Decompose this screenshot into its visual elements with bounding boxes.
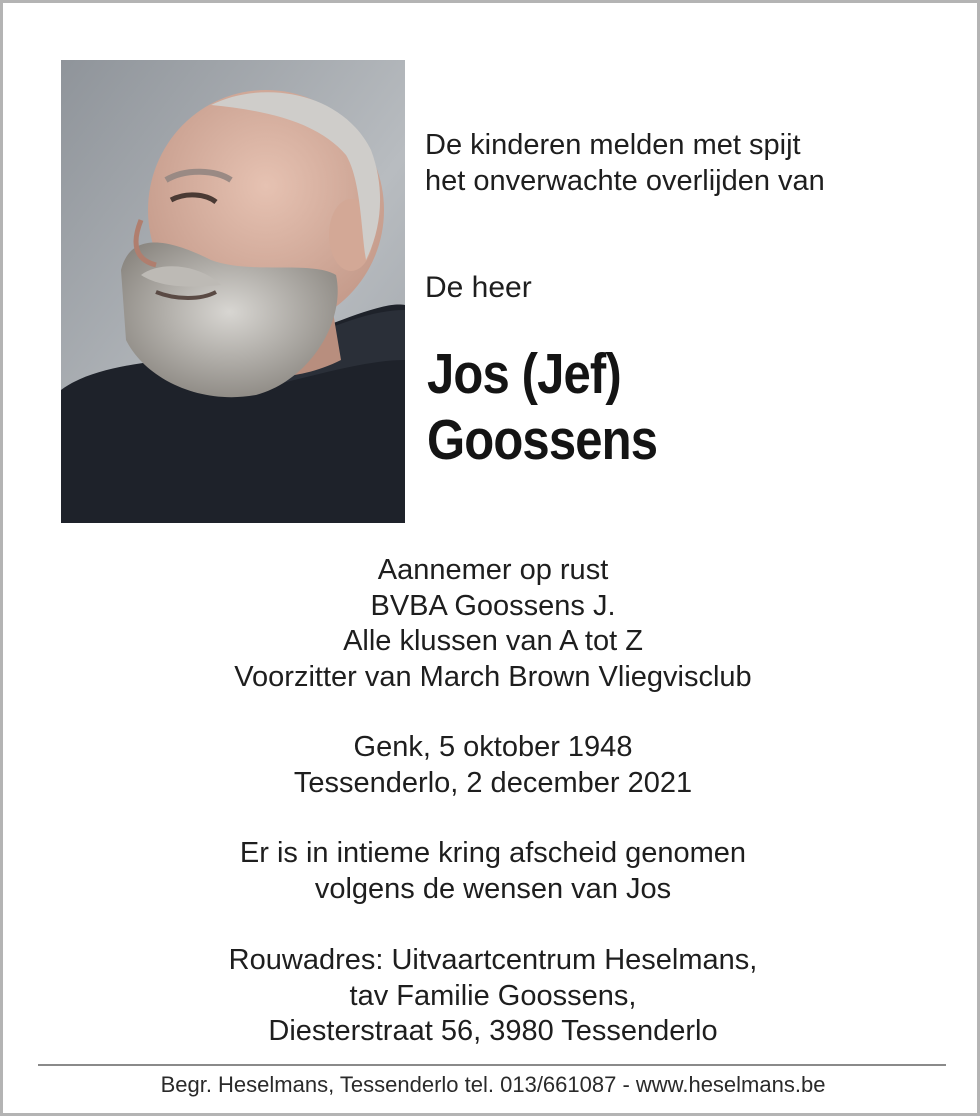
intro-line: het onverwachte overlijden van — [425, 165, 825, 197]
deceased-name — [427, 341, 657, 473]
intro-text — [425, 127, 825, 199]
farewell-note — [3, 836, 980, 907]
footer-divider — [38, 1064, 946, 1066]
life-dates — [3, 730, 980, 801]
farewell-line: volgens de wensen van Jos — [314, 872, 672, 905]
bio-line: Alle klussen van A tot Z — [343, 625, 643, 657]
birth-date: Genk, 5 oktober 1948 — [353, 731, 633, 763]
funeral-home-footer: Begr. Heselmans, Tessenderlo tel. 013/661087 - www.heselmans.be — [160, 1072, 826, 1097]
name-line: Goossens — [427, 408, 658, 472]
intro-line: De kinderen melden met spijt — [425, 129, 801, 161]
farewell-line: Er is in intieme kring afscheid genomen — [239, 837, 747, 869]
bio-line: BVBA Goossens J. — [370, 589, 616, 622]
condolence-address — [3, 943, 980, 1050]
name-line: Jos (Jef) — [427, 342, 621, 406]
honorific-title: De heer — [425, 271, 532, 304]
portrait-photo — [61, 60, 405, 523]
biography — [3, 553, 980, 695]
address-line: tav Familie Goossens, — [349, 979, 637, 1012]
address-line: Diesterstraat 56, 3980 Tessenderlo — [268, 1015, 718, 1047]
death-date: Tessenderlo, 2 december 2021 — [293, 766, 693, 799]
bio-line: Aannemer op rust — [377, 554, 609, 586]
address-line: Rouwadres: Uitvaartcentrum Heselmans, — [228, 944, 758, 976]
bio-line: Voorzitter van March Brown Vliegvisclub — [234, 660, 752, 693]
